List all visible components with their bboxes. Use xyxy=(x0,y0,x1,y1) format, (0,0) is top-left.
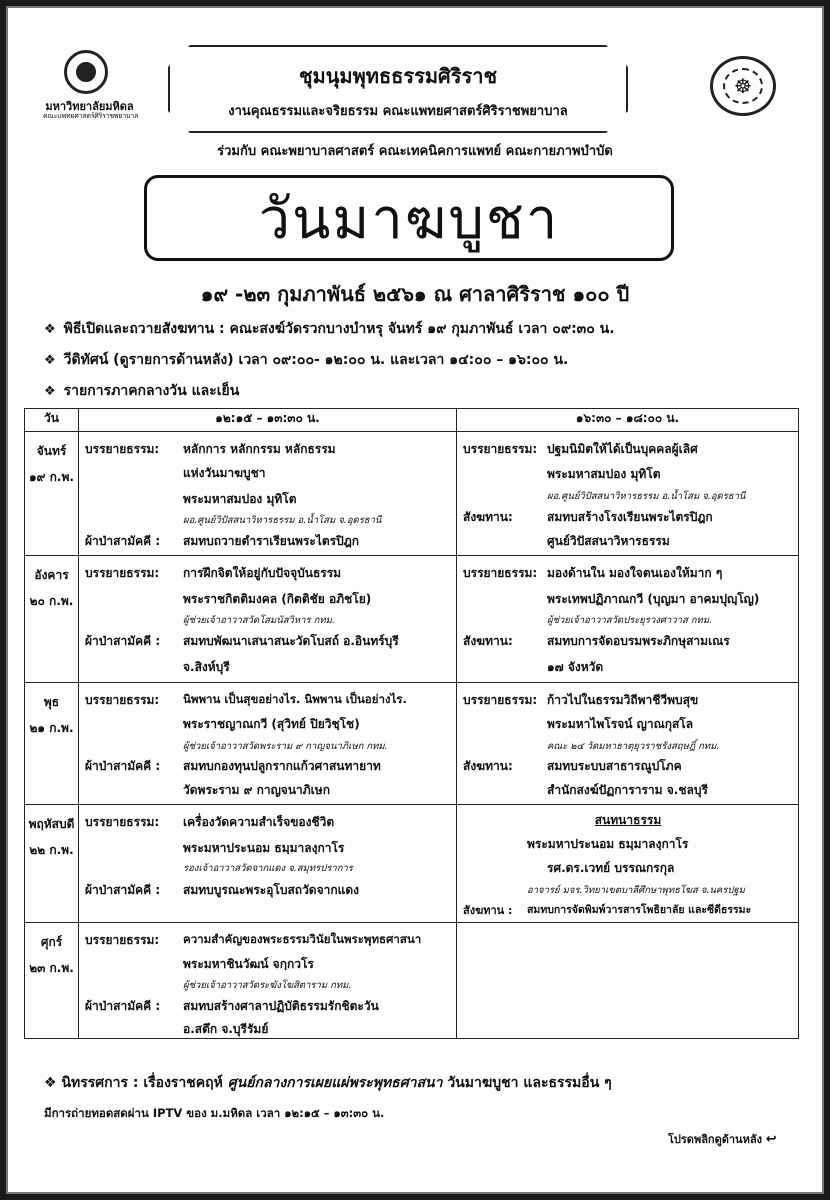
noon-cell: บรรยายธรรม: หลักการ หลักกรรม หลักธรรม แห่งวันมาฆบูชา พระมหาสมปอง มุทิโต ผอ.ศูนย์วิปัสสนาวิหารธรรม อ.น้ำโสม จ.อุดรธานี ผ้าป่าสามัคคี : สมทบถวายตำราเรียนพระไตรปิฎก xyxy=(79,432,457,556)
diamond-bullet-icon: ❖ xyxy=(44,322,56,337)
university-name: มหาวิทยาลัยมหิดล xyxy=(45,100,134,113)
table-row xyxy=(25,432,799,556)
event-title: วันมาฆบูชา xyxy=(258,186,560,252)
club-title: ชุมนุมพุทธธรรมศิริราช xyxy=(298,64,498,88)
day-cell: ศุกร์ ๒๓ ก.พ. xyxy=(25,923,79,1039)
exhibition-line: ❖ นิทรรศการ : เรื่องราชคฤห์ ศูนย์กลางการเผยแผ่พระพุทธศาสนา วันมาฆบูชา และธรรมอื่น ๆ xyxy=(44,1075,612,1091)
mahidol-logo xyxy=(64,50,108,94)
header-noon: ๑๒:๑๕ – ๑๓:๓๐ น. xyxy=(79,409,457,432)
noon-cell: บรรยายธรรม: ความสำคัญของพระธรรมวินัยในพระพุทธศาสนา พระมหาชินวัฒน์ จกฺกวโร ผู้ช่วยเจ้าอาวาสวัดระฆังโฆสิตาราม กทม. ผ้าป่าสามัคคี : สมทบสร้างศาลาปฏิบัติธรรมรักชิตะวัน อ.สตึก จ.บุรีรัมย์ xyxy=(79,923,457,1039)
header-evening: ๑๖:๓๐ – ๑๘:๐๐ น. xyxy=(457,409,799,432)
evening-cell: บรรยายธรรม: ก้าวไปในธรรมวิถีพาชีวีพบสุข พระมหาไพโรจน์ ญาณกุสโล คณะ ๒๔ วัดมหาธาตุยุวราชรังสฤษฎิ์ กทม. สังฆทาน: สมทบระบบสาธารณูปโภค สำนักสงฆ์ปัฏการาราม จ.ชลบุรี xyxy=(457,683,799,805)
evening-cell: สนทนาธรรม พระมหาประนอม ธมฺมาลงฺกาโร รศ.ดร.เวทย์ บรรณกรกุล อาจารย์ มจร.วิทยาเขตบาลีศึกษาพุทธโฆส จ.นครปฐม สังฆทาน : สมทบการจัดพิมพ์วารสารโพธิยาลัย และซีดีธรรมะ xyxy=(457,805,799,923)
evening-cell: บรรยายธรรม: ปฐมนิมิตให้ได้เป็นบุคคลผู้เลิศ พระมหาสมปอง มุทิโต ผอ.ศูนย์วิปัสสนาวิหารธรรม อ.น้ำโสม จ.อุดรธานี สังฆทาน: สมทบสร้างโรงเรียนพระไตรปิฎก ศูนย์วิปัสสนาวิหารธรรม xyxy=(457,432,799,556)
buddhist-club-logo: ☸ xyxy=(710,56,776,116)
diamond-bullet-icon: ❖ xyxy=(44,353,56,368)
evening-cell: บรรยายธรรม: มองด้านใน มองใจตนเองให้มาก ๆ พระเทพปฏิภาณกวี (บุญมา อาคมปุญฺโญ) ผู้ช่วยเจ้าอาวาสวัดประยุรวงศาวาส กทม. สังฆทาน: สมทบการจัดอบรมพระภิกษุสามเณร ๑๗ จังหวัด xyxy=(457,556,799,683)
noon-cell: บรรยายธรรม: เครื่องวัดความสำเร็จของชีวิต พระมหาประนอม ธมฺมาลงฺกาโร รองเจ้าอาวาสวัดจากแดง จ.สมุทรปราการ ผ้าป่าสามัคคี : สมทบบูรณะพระอุโบสถวัดจากแดง xyxy=(79,805,457,923)
bullet-video: ❖ วีดิทัศน์ (ดูรายการด้านหลัง) เวลา ๐๙:๐๐- ๑๒:๐๐ น. และเวลา ๑๔:๐๐ – ๑๖:๐๐ น. xyxy=(44,352,569,368)
event-date-venue: ๑๙ -๒๓ กุมภาพันธ์ ๒๕๖๑ ณ ศาลาศิริราช ๑๐๐ ปี xyxy=(200,282,630,306)
noon-cell: บรรยายธรรม: นิพพาน เป็นสุขอย่างไร. นิพพาน เป็นอย่างไร. พระราชญาณกวี (สุวิทย์ ปิยวิชฺโช) ผู้ช่วยเจ้าอาวาสวัดพระราม ๙ กาญจนาภิเษก กทม. ผ้าป่าสามัคคี : สมทบกองทุนปลูกรากแก้วศาสนทายาท วัดพระราม ๙ กาญจนาภิเษก xyxy=(79,683,457,805)
curved-arrow-icon: ↩ xyxy=(765,1132,777,1147)
diamond-bullet-icon: ❖ xyxy=(44,384,56,399)
day-cell: พุธ ๒๑ ก.พ. xyxy=(25,683,79,805)
table-header-row xyxy=(25,409,799,432)
faculty-name: คณะแพทยศาสตร์ศิริราชพยาบาล xyxy=(42,112,139,120)
turn-over-note: โปรดพลิกดูด้านหลัง ↩ xyxy=(668,1132,777,1147)
broadcast-line: มีการถ่ายทอดสดผ่าน IPTV ของ ม.มหิดล เวลา ๑๒:๑๕ – ๑๓:๓๐ น. xyxy=(44,1106,385,1120)
club-subtitle: งานคุณธรรมและจริยธรรม คณะแพทยศาสตร์ศิริราชพยาบาล xyxy=(228,104,568,119)
day-cell: พฤหัสบดี ๒๒ ก.พ. xyxy=(25,805,79,923)
evening-cell-empty xyxy=(457,923,799,1039)
table-row xyxy=(25,923,799,1039)
noon-cell: บรรยายธรรม: การฝึกจิตให้อยู่กับปัจจุบันธรรม พระราชกิตติมงคล (กิตติชัย อภิชโย) ผู้ช่วยเจ้าอาวาสวัดโสมนัสวิหาร กทม. ผ้าป่าสามัคคี : สมทบพัฒนาเสนาสนะวัดโบสถ์ อ.อินทร์บุรี จ.สิงห์บุรี xyxy=(79,556,457,683)
table-row xyxy=(25,805,799,923)
bullet-opening: ❖ พิธีเปิดและถวายสังฆทาน : คณะสงฆ์วัดรวกบางบำหรุ จันทร์ ๑๙ กุมภาพันธ์ เวลา ๐๙:๓๐ น. xyxy=(44,321,615,337)
day-cell: จันทร์ ๑๙ ก.พ. xyxy=(25,432,79,556)
table-row xyxy=(25,556,799,683)
table-row xyxy=(25,683,799,805)
schedule-table xyxy=(24,408,799,1039)
event-title-box xyxy=(144,175,674,261)
diamond-bullet-icon: ❖ xyxy=(44,1075,57,1091)
bullet-daytime: ❖ รายการภาคกลางวัน และเย็น xyxy=(44,383,240,399)
day-cell: อังคาร ๒๐ ก.พ. xyxy=(25,556,79,683)
header-day: วัน xyxy=(25,409,79,432)
partners-line: ร่วมกับ คณะพยาบาลศาสตร์ คณะเทคนิคการแพทย์ คณะกายภาพบำบัด xyxy=(217,144,613,159)
